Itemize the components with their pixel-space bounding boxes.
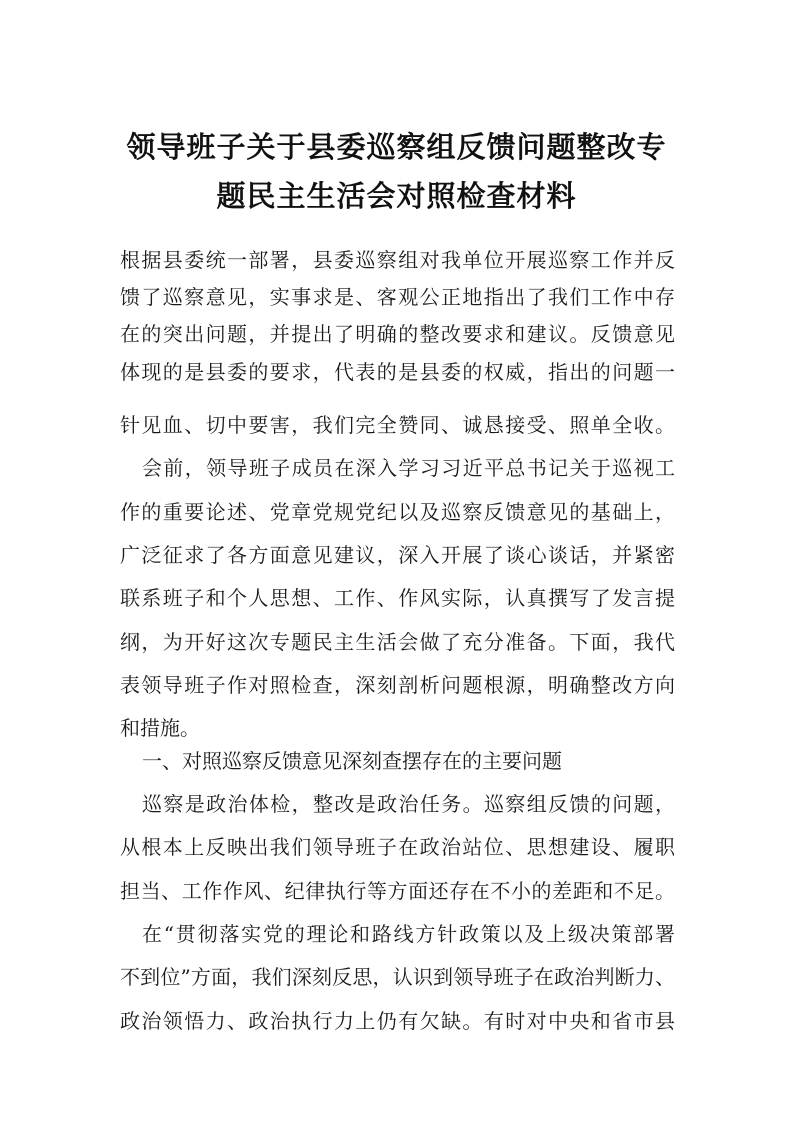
paragraph-3-line-2: 从根本上反映出我们领导班子在政治站位、思想建设、履职 — [120, 835, 675, 859]
document-title-line-2: 题民主生活会对照检查材料 — [216, 179, 577, 213]
paragraph-1-line-1: 根据县委统一部署，县委巡察组对我单位开展巡察工作并反 — [120, 248, 675, 272]
paragraph-2-line-1: 会前，领导班子成员在深入学习习近平总书记关于巡视工 — [142, 456, 675, 480]
section-heading-1: 一、对照巡察反馈意见深刻查摆存在的主要问题 — [142, 749, 562, 773]
paragraph-1-line-3: 在的突出问题，并提出了明确的整改要求和建议。反馈意见 — [120, 322, 675, 346]
document-title-line-1: 领导班子关于县委巡察组反馈问题整改专 — [126, 130, 667, 164]
paragraph-4-line-2: 不到位”方面，我们深刻反思，认识到领导班子在政治判断力、 — [120, 965, 675, 989]
paragraph-2-line-7: 和措施。 — [120, 716, 200, 740]
paragraph-2-line-2: 作的重要论述、党章党规党纪以及巡察反馈意见的基础上， — [120, 500, 675, 524]
paragraph-3-line-1: 巡察是政治体检，整改是政治任务。巡察组反馈的问题， — [142, 792, 675, 816]
paragraph-2-line-3: 广泛征求了各方面意见建议，深入开展了谈心谈话，并紧密 — [120, 543, 675, 567]
paragraph-4-line-1: 在“贯彻落实党的理论和路线方针政策以及上级决策部署 — [142, 922, 675, 946]
paragraph-4-line-3: 政治领悟力、政治执行力上仍有欠缺。有时对中央和省市县 — [120, 1009, 675, 1033]
paragraph-3-line-3: 担当、工作作风、纪律执行等方面还存在不小的差距和不足。 — [120, 879, 675, 903]
paragraph-2-line-4: 联系班子和个人思想、工作、作风实际，认真撰写了发言提 — [120, 586, 675, 610]
paragraph-2-line-5: 纲，为开好这次专题民主生活会做了充分准备。下面，我代 — [120, 630, 675, 654]
paragraph-1-line-4: 体现的是县委的要求，代表的是县委的权威，指出的问题一 — [120, 360, 675, 384]
paragraph-1-line-2: 馈了巡察意见，实事求是、客观公正地指出了我们工作中存 — [120, 285, 675, 309]
paragraph-2-line-6: 表领导班子作对照检查，深刻剖析问题根源，明确整改方向 — [120, 673, 675, 697]
paragraph-1-line-5: 针见血、切中要害，我们完全赞同、诚恳接受、照单全收。 — [120, 413, 675, 437]
